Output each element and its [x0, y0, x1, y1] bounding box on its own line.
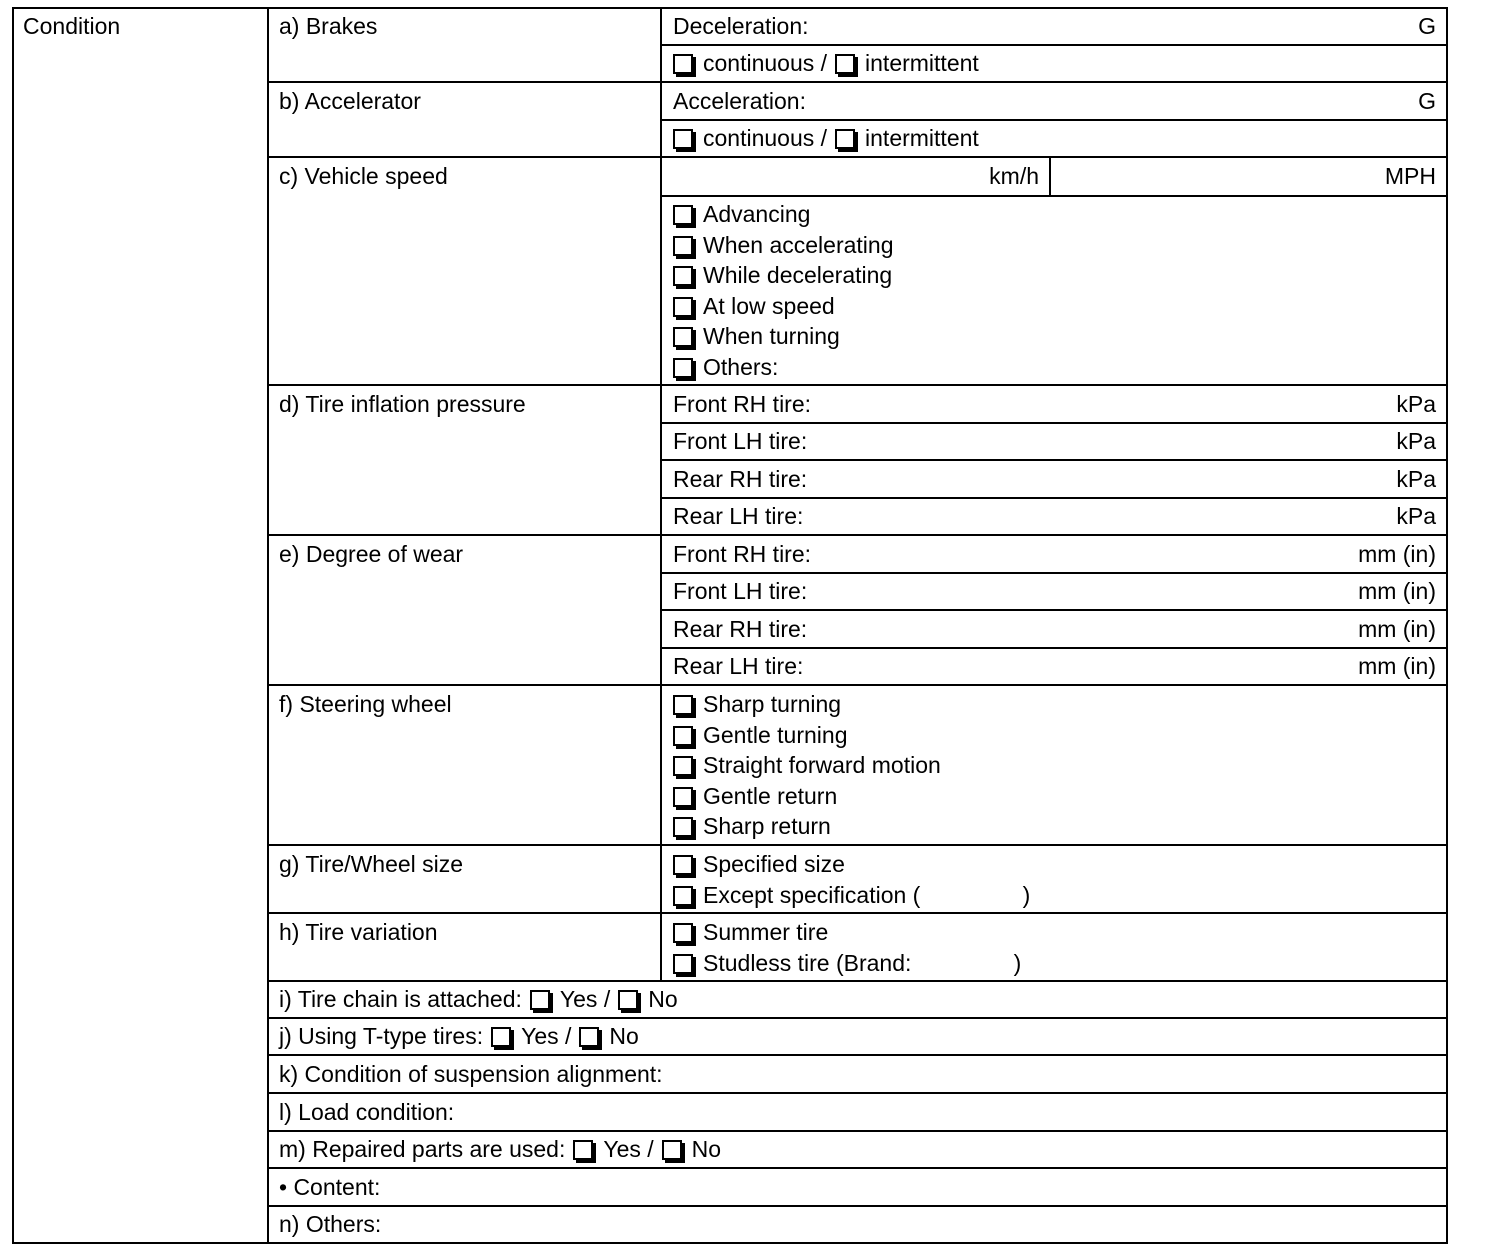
row-line: [267, 81, 1448, 83]
checkbox[interactable]: [673, 923, 693, 943]
speed-unit-mph: MPH: [1384, 163, 1436, 189]
repaired-label: m) Repaired parts are used:: [279, 1136, 566, 1162]
steering-option[interactable]: Straight forward motion: [673, 750, 941, 780]
wear-tire: Front RH tire:: [673, 541, 812, 567]
row-line: [267, 912, 1448, 914]
wear-unit: mm (in): [1358, 541, 1436, 567]
pressure-tire: Front RH tire:: [673, 391, 812, 417]
intermittent-label: intermittent: [865, 125, 979, 151]
checkbox-no[interactable]: [662, 1140, 682, 1160]
checkbox-no[interactable]: [618, 990, 638, 1010]
checkbox-intermittent[interactable]: [835, 54, 855, 74]
row-line: [267, 1017, 1448, 1019]
continuous-label: continuous /: [703, 50, 828, 76]
checkbox[interactable]: [673, 327, 693, 347]
row-line: [267, 1130, 1448, 1132]
wear-unit: mm (in): [1358, 578, 1436, 604]
checkbox[interactable]: [673, 358, 693, 378]
alignment-label: k) Condition of suspension alignment:: [279, 1061, 663, 1087]
row-line: [660, 572, 1448, 574]
checkbox[interactable]: [673, 954, 693, 974]
tire-pressure-label: d) Tire inflation pressure: [279, 391, 526, 417]
row-line: [267, 684, 1448, 686]
row-line: [267, 844, 1448, 846]
condition-label: Condition: [23, 13, 121, 39]
acceleration-unit: G: [1418, 88, 1436, 114]
content-label: • Content:: [279, 1174, 381, 1200]
row-line: [660, 44, 1448, 46]
wear-unit: mm (in): [1358, 653, 1436, 679]
checkbox[interactable]: [673, 787, 693, 807]
repaired-row: m) Repaired parts are used: Yes / No: [279, 1136, 722, 1162]
tire-variation-option[interactable]: Studless tire (Brand: ): [673, 948, 1021, 978]
others-label: n) Others:: [279, 1211, 382, 1237]
tire-variation-option[interactable]: Summer tire: [673, 917, 828, 947]
wheel-size-label: g) Tire/Wheel size: [279, 851, 464, 877]
wear-tire: Front LH tire:: [673, 578, 808, 604]
row-line: [660, 459, 1448, 461]
wear-tire: Rear RH tire:: [673, 616, 808, 642]
row-line: [267, 1054, 1448, 1056]
pressure-tire: Front LH tire:: [673, 428, 808, 454]
load-label: l) Load condition:: [279, 1099, 455, 1125]
speed-option[interactable]: While decelerating: [673, 260, 892, 290]
acceleration-label: Acceleration:: [673, 88, 806, 114]
brakes-label: a) Brakes: [279, 13, 378, 39]
t-type-row: j) Using T-type tires: Yes / No: [279, 1023, 639, 1049]
speed-option[interactable]: When accelerating: [673, 230, 894, 260]
row-line: [267, 1092, 1448, 1094]
brakes-mode-options: [673, 49, 979, 77]
accelerator-mode-options: [673, 124, 979, 152]
row-line: [267, 156, 1448, 158]
checkbox-intermittent[interactable]: [835, 129, 855, 149]
accelerator-label: b) Accelerator: [279, 88, 421, 114]
continuous-label: continuous /: [703, 125, 828, 151]
wheel-size-option[interactable]: Specified size: [673, 849, 845, 879]
checkbox-continuous[interactable]: [673, 54, 693, 74]
checkbox[interactable]: [673, 855, 693, 875]
pressure-unit: kPa: [1396, 466, 1436, 492]
row-line: [660, 647, 1448, 649]
speed-option[interactable]: Others:: [673, 352, 778, 382]
steering-option[interactable]: Gentle return: [673, 781, 837, 811]
pressure-unit: kPa: [1396, 391, 1436, 417]
row-line: [660, 119, 1448, 121]
row-line: [660, 497, 1448, 499]
pressure-unit: kPa: [1396, 428, 1436, 454]
wear-unit: mm (in): [1358, 616, 1436, 642]
row-line: [660, 609, 1448, 611]
row-line: [267, 1205, 1448, 1207]
column-divider-1: [267, 7, 269, 1244]
steering-label: f) Steering wheel: [279, 691, 452, 717]
checkbox[interactable]: [673, 695, 693, 715]
checkbox-yes[interactable]: [491, 1027, 511, 1047]
checkbox[interactable]: [673, 205, 693, 225]
checkbox[interactable]: [673, 297, 693, 317]
speed-unit-divider: [1049, 157, 1051, 196]
checkbox-no[interactable]: [579, 1027, 599, 1047]
tire-variation-label: h) Tire variation: [279, 919, 438, 945]
speed-option[interactable]: When turning: [673, 321, 840, 351]
checkbox[interactable]: [673, 266, 693, 286]
speed-option[interactable]: At low speed: [673, 291, 835, 321]
wheel-size-option[interactable]: Except specification ( ): [673, 880, 1030, 910]
tire-chain-row: i) Tire chain is attached: Yes / No: [279, 986, 678, 1012]
row-line: [660, 195, 1448, 197]
checkbox-yes[interactable]: [573, 1140, 593, 1160]
checkbox[interactable]: [673, 756, 693, 776]
column-divider-2: [660, 7, 662, 982]
t-type-label: j) Using T-type tires:: [279, 1023, 484, 1049]
row-line: [267, 1167, 1448, 1169]
steering-option[interactable]: Gentle turning: [673, 720, 847, 750]
intermittent-label: intermittent: [865, 50, 979, 76]
checkbox-continuous[interactable]: [673, 129, 693, 149]
pressure-tire: Rear LH tire:: [673, 503, 804, 529]
checkbox[interactable]: [673, 817, 693, 837]
deceleration-label: Deceleration:: [673, 13, 809, 39]
checkbox-yes[interactable]: [530, 990, 550, 1010]
deceleration-unit: G: [1418, 13, 1436, 39]
checkbox[interactable]: [673, 726, 693, 746]
row-line: [267, 384, 1448, 386]
row-line: [267, 980, 1448, 982]
pressure-unit: kPa: [1396, 503, 1436, 529]
wear-tire: Rear LH tire:: [673, 653, 804, 679]
pressure-tire: Rear RH tire:: [673, 466, 808, 492]
speed-unit-kmh: km/h: [989, 163, 1039, 189]
steering-option[interactable]: Sharp return: [673, 811, 831, 841]
tire-chain-label: i) Tire chain is attached:: [279, 986, 522, 1012]
speed-option[interactable]: Advancing: [673, 199, 810, 229]
vehicle-speed-label: c) Vehicle speed: [279, 163, 448, 189]
row-line: [660, 422, 1448, 424]
wear-label: e) Degree of wear: [279, 541, 464, 567]
steering-option[interactable]: Sharp turning: [673, 689, 841, 719]
row-line: [267, 534, 1448, 536]
checkbox[interactable]: [673, 236, 693, 256]
checkbox[interactable]: [673, 886, 693, 906]
